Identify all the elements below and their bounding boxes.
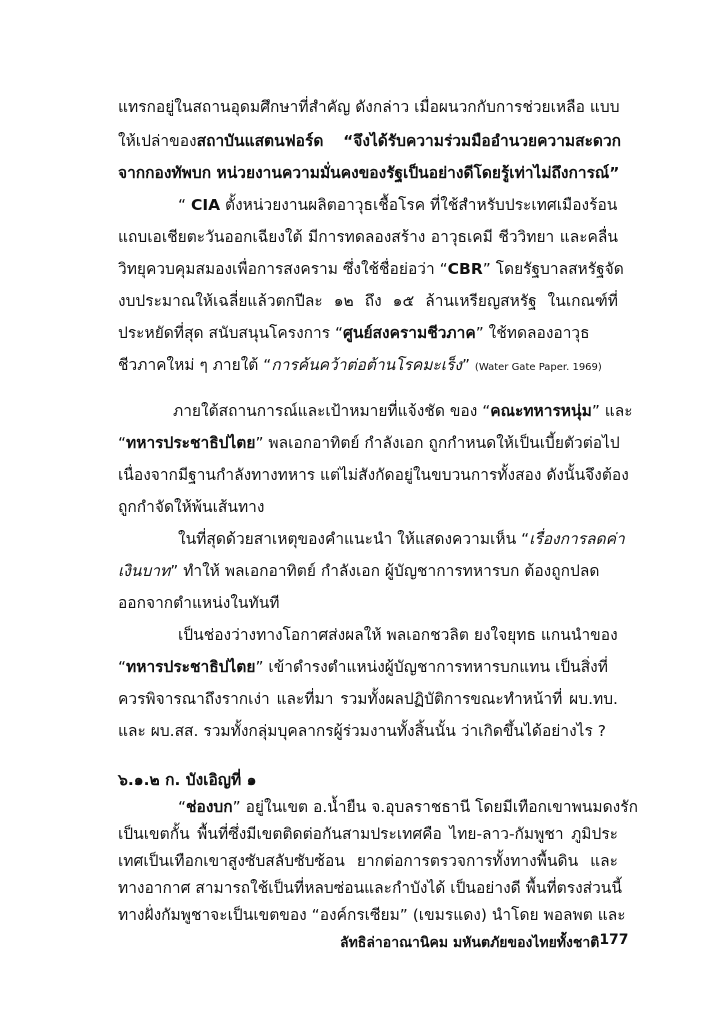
section-line-3: เทศเป็นเทือกเขาสูงซับสลับซับซ้อน ยากต่อการตรวจการทั้งทางพื้นดิน และ bbox=[118, 852, 618, 870]
cia-label: CIA bbox=[190, 196, 221, 214]
cancer-research-cover: การค้นคว้าต่อต้านโรคมะเร็ง bbox=[271, 356, 462, 374]
page-footer bbox=[340, 932, 629, 954]
p1-line-8: ประหยัดที่สุด สนับสนุนโครงการ “ศูนย์สงครามชีวภาค” ใช้ทดลองอาวุธ bbox=[118, 324, 590, 342]
p1-line-4: “ CIA ตั้งหน่วยงานผลิตอาวุธเชื้อโรค ที่ใช้สำหรับประเทศเมืองร้อน bbox=[178, 196, 618, 214]
baht-devaluation-title: เรื่องการลดค่า bbox=[529, 530, 625, 548]
p4-line-3: ควรพิจารณาถึงรากเง่า และที่มา รวมทั้งผลปฏิบัติการขณะทำหน้าที่ ผบ.ทบ. bbox=[118, 690, 618, 708]
footer-title: ลัทธิล่าอาณานิคม มหันตภัยของไทยทั้งชาติ bbox=[340, 935, 600, 951]
chong-bok-label: ช่องบก bbox=[186, 798, 233, 816]
p4-line-1: เป็นช่องว่างทางโอกาศส่งผลให้ พลเอกชวลิต ยงใจยุทธ แกนนำของ bbox=[178, 626, 618, 644]
p1-line-9: ชีวภาคใหม่ ๆ ภายใต้ “การค้นคว้าต่อต้านโรคมะเร็ง” (Water Gate Paper. 1969) bbox=[118, 356, 602, 374]
p2-line-4: ถูกกำจัดให้พ้นเส้นทาง bbox=[118, 498, 265, 516]
p2-line-3: เนื่องจากมีฐานกำลังทางทหาร แต่ไม่สังกัดอยู่ในขบวนการทั้งสอง ดังนั้นจึงต้อง bbox=[118, 466, 629, 484]
p2-line-2: “ทหารประชาธิปไตย” พลเอกอาทิตย์ กำลังเอก ถูกกำหนดให้เป็นเบี้ยตัวต่อไป bbox=[118, 434, 620, 452]
p4-line-4: และ ผบ.สส. รวมทั้งกลุ่มบุคลากรผู้ร่วมงานทั้งสิ้นนั้น ว่าเกิดขึ้นได้อย่างไร ? bbox=[118, 722, 606, 740]
p1-line-3: จากกองทัพบก หน่วยงานความมั่นคงของรัฐเป็นอย่างดีโดยรู้เท่าไม่ถึงการณ์” bbox=[118, 164, 620, 182]
section-heading: ๖.๑.๒ ก. บังเอิญที่ ๑ bbox=[118, 771, 257, 789]
p1-line-7: งบประมาณให้เฉลี่ยแล้วตกปีละ ๑๒ ถึง ๑๕ ล้านเหรียญสหรัฐ ในเกณฑ์ที่ bbox=[118, 292, 618, 310]
p1-line-5: แถบเอเชียตะวันออกเฉียงใต้ มีการทดลองสร้าง อาวุธเคมี ชีววิทยา และคลื่น bbox=[118, 228, 618, 246]
stanford-institute: สถาบันแสตนฟอร์ด bbox=[196, 132, 324, 150]
section-line-5: ทางฝั่งกัมพูชาจะเป็นเขตของ “องค์กรเซียม” (เขมรแดง) นำโดย พอลพต และ bbox=[118, 906, 626, 924]
p3-line-1: ในที่สุดด้วยสาเหตุของคำแนะนำ ให้แสดงความเห็น “เรื่องการลดค่า bbox=[178, 530, 625, 548]
p3-line-3: ออกจากตำแหน่งในทันที bbox=[118, 594, 280, 612]
p2-line-1: ภายใต้สถานการณ์และเป้าหมายที่แจ้งชัด ของ “คณะทหารหนุ่ม” และ bbox=[173, 402, 633, 420]
section-line-2: เป็นเขตกั้น พื้นที่ซึ่งมีเขตติดต่อกันสามประเทศคือ ไทย-ลาว-กัมพูชา ภูมิประ bbox=[118, 825, 618, 843]
bio-warfare-center: ศูนย์สงครามชีวภาค bbox=[343, 324, 476, 342]
citation-watergate: (Water Gate Paper. 1969) bbox=[474, 362, 602, 373]
democratic-soldiers: ทหารประชาธิปไตย bbox=[126, 434, 256, 452]
p4-line-2: “ทหารประชาธิปไตย” เข้าดำรงตำแหน่งผู้บัญชาการทหารบกแทน เป็นสิ่งที่ bbox=[118, 658, 608, 676]
p3-line-2: เงินบาท” ทำให้ พลเอกอาทิตย์ กำลังเอก ผู้บัญชาการทหารบก ต้องถูกปลด bbox=[118, 562, 600, 580]
quote-cooperation: “จึงได้รับความร่วมมืออำนวยความสะดวก bbox=[343, 132, 622, 150]
young-officers-group: คณะทหารหนุ่ม bbox=[490, 402, 592, 420]
p1-line-1: แทรกอยู่ในสถานอุดมศึกษาที่สำคัญ ดังกล่าว เมื่อผนวกกับการช่วยเหลือ แบบ bbox=[118, 98, 620, 116]
section-line-1: “ช่องบก” อยู่ในเขต อ.น้ำยืน จ.อุบลราชธานี โดยมีเทือกเขาพนมดงรัก bbox=[178, 798, 638, 816]
p1-line-2: ให้เปล่าของสถาบันแสตนฟอร์ด “จึงได้รับความร่วมมืออำนวยความสะดวก bbox=[118, 132, 622, 150]
cbr-label: CBR bbox=[447, 260, 483, 278]
p1-line-6: วิทยุควบคุมสมองเพื่อการสงคราม ซึ่งใช้ชื่อย่อว่า “CBR” โดยรัฐบาลสหรัฐจัด bbox=[118, 260, 624, 278]
section-line-4: ทางอากาศ สามารถใช้เป็นที่หลบซ่อนและกำบังได้ เป็นอย่างดี พื้นที่ตรงส่วนนี้ bbox=[118, 879, 622, 897]
page-number: 177 bbox=[599, 932, 629, 948]
